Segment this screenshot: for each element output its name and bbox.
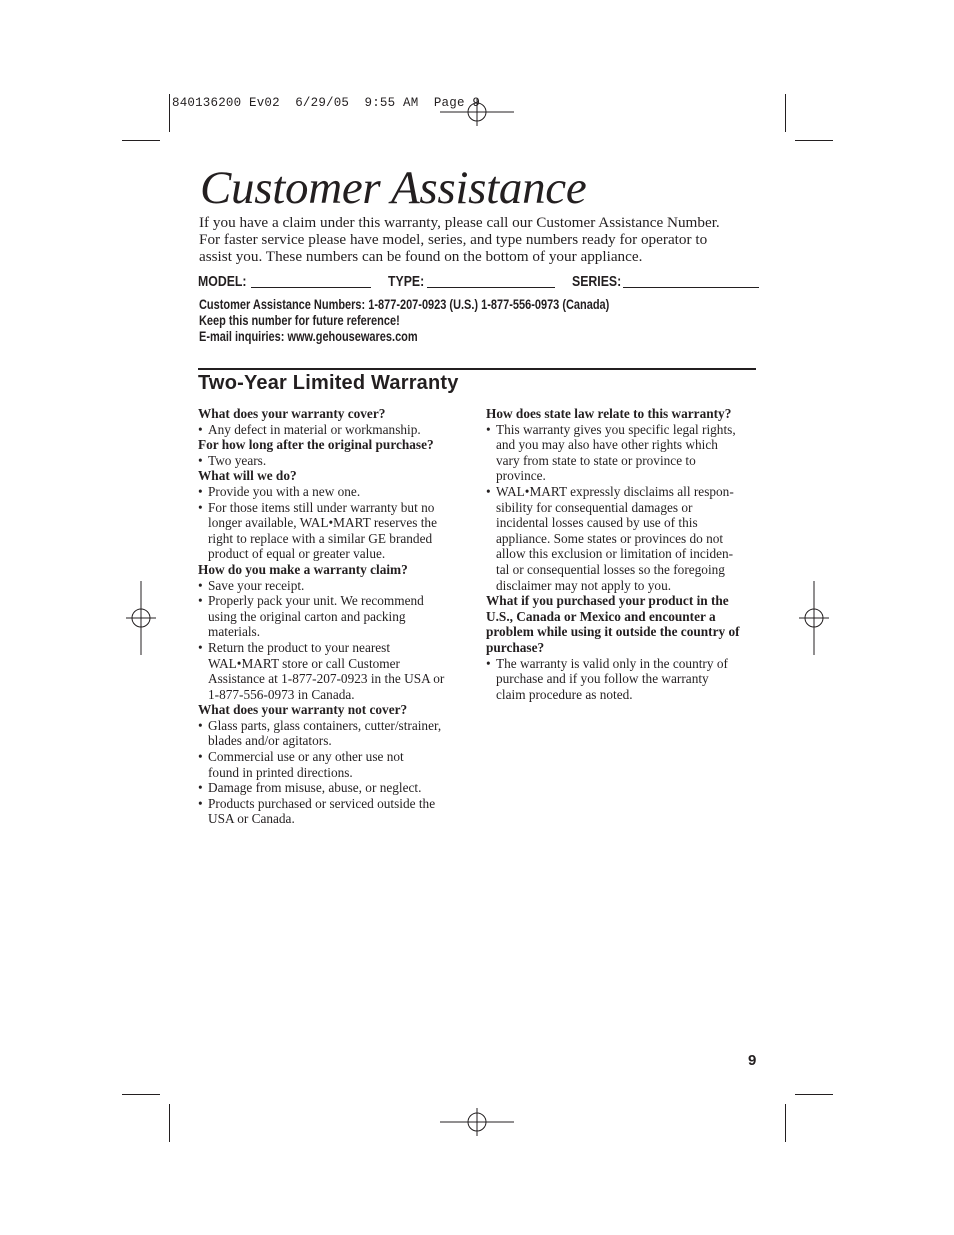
page-title: Customer Assistance [200, 162, 587, 214]
warranty-right-column [486, 406, 758, 702]
text-line: right to replace with a similar GE branded [208, 530, 433, 546]
warranty-bullet-item [198, 640, 470, 702]
text-line: Assistance at 1-877-207-0923 in the USA or [208, 671, 445, 687]
section-heading: Two-Year Limited Warranty [198, 372, 459, 394]
registration-mark-top-icon [440, 75, 514, 149]
text-line: found in printed directions. [208, 764, 353, 780]
text-line: longer available, WAL•MART reserves the [208, 515, 437, 531]
crop-mark [169, 1104, 170, 1142]
text-line: purchase and if you follow the warranty [496, 671, 709, 687]
warranty-bullet-item [198, 749, 470, 780]
text-line: • WAL•MART expressly disclaims all respon- [496, 483, 734, 499]
series-field-line [623, 287, 759, 288]
registration-mark-left-icon [104, 581, 178, 655]
intro-line: If you have a claim under this warranty, please call our Customer Assistance Number. [199, 214, 720, 231]
text-line: • Provide you with a new one. [208, 483, 361, 499]
warranty-bullet-item [198, 484, 470, 500]
text-line: • This warranty gives you specific legal rights, [496, 421, 736, 437]
warranty-bullet-item [198, 422, 470, 438]
text-line: • Products purchased or serviced outside the [208, 795, 436, 811]
intro-paragraph [199, 214, 764, 265]
text-line: disclaimer may not apply to you. [496, 577, 672, 593]
crop-mark [795, 140, 833, 141]
text-line: incidental losses caused by use of this [496, 515, 698, 531]
text-line: purchase? [486, 639, 545, 655]
text-line: sibility for consequential damages or [496, 499, 693, 515]
warranty-question [198, 562, 470, 578]
warranty-bullet-item [198, 718, 470, 749]
text-line: • The warranty is valid only in the country of [496, 655, 728, 671]
warranty-question [198, 468, 470, 484]
text-line: • Commercial use or any other use not [208, 749, 404, 765]
text-line: USA or Canada. [208, 811, 295, 827]
text-line: tal or consequential losses so the foregoing [496, 561, 725, 577]
type-label: TYPE: [388, 273, 425, 290]
text-line: For how long after the original purchase? [198, 437, 434, 453]
warranty-bullet-item [198, 780, 470, 796]
text-line: • Damage from misuse, abuse, or neglect. [208, 780, 422, 796]
text-line: vary from state to state or province to [496, 452, 696, 468]
warranty-bullet-item [198, 500, 470, 562]
crop-mark [122, 140, 160, 141]
text-line: What will we do? [198, 468, 297, 484]
registration-mark-right-icon [777, 581, 851, 655]
text-line: claim procedure as noted. [496, 686, 633, 702]
text-line: • For those items still under warranty but no [208, 499, 435, 515]
warranty-bullet-item [198, 796, 470, 827]
warranty-bullet-item [198, 578, 470, 594]
model-field-line [251, 287, 371, 288]
text-line: appliance. Some states or provinces do not [496, 530, 724, 546]
warranty-question [198, 406, 470, 422]
keep-number-note: Keep this number for future reference! [199, 313, 400, 328]
text-line: What does your warranty not cover? [198, 702, 408, 718]
page-number: 9 [748, 1052, 757, 1069]
printer-slug: 840136200 Ev02 6/29/05 9:55 AM Page 9 [172, 96, 481, 110]
text-line: blades and/or agitators. [208, 733, 332, 749]
text-line: • Any defect in material or workmanship. [208, 421, 421, 437]
text-line: • Save your receipt. [208, 577, 305, 593]
text-line: How do you make a warranty claim? [198, 561, 408, 577]
text-line: WAL•MART store or call Customer [208, 655, 400, 671]
warranty-question [486, 406, 758, 422]
text-line: • Two years. [208, 452, 267, 468]
section-rule [198, 368, 756, 370]
intro-line: For faster service please have model, series, and type numbers ready for operator to [199, 231, 708, 248]
warranty-bullet-item [198, 453, 470, 469]
crop-mark [169, 94, 170, 132]
text-line: What does your warranty cover? [198, 406, 386, 421]
text-line: What if you purchased your product in the [486, 593, 729, 609]
warranty-bullet-item [486, 422, 758, 484]
warranty-question [198, 437, 470, 453]
crop-mark [785, 94, 786, 132]
warranty-question [486, 593, 758, 655]
text-line: materials. [208, 624, 261, 640]
text-line: product of equal or greater value. [208, 546, 386, 562]
warranty-bullet-item [198, 593, 470, 640]
text-line: • Properly pack your unit. We recommend [208, 593, 424, 609]
text-line: using the original carton and packing [208, 608, 406, 624]
intro-line: assist you. These numbers can be found on the bottom of your appliance. [199, 248, 643, 265]
text-line: province. [496, 468, 546, 484]
text-line: • Glass parts, glass containers, cutter/strainer, [208, 717, 442, 733]
type-field-line [427, 287, 555, 288]
text-line: How does state law relate to this warranty? [486, 406, 732, 421]
warranty-left-column [198, 406, 470, 827]
text-line: • Return the product to your nearest [208, 639, 391, 655]
text-line: problem while using it outside the country of [486, 624, 740, 640]
warranty-bullet-item [486, 484, 758, 593]
warranty-bullet-item [486, 656, 758, 703]
text-line: and you may also have other rights which [496, 437, 718, 453]
series-label: SERIES: [572, 273, 622, 290]
crop-mark [795, 1094, 833, 1095]
assistance-numbers: Customer Assistance Numbers: 1-877-207-0923 (U.S.) 1-877-556-0973 (Canada) [199, 297, 610, 312]
registration-mark-bottom-icon [440, 1085, 514, 1159]
text-line: allow this exclusion or limitation of inciden- [496, 546, 734, 562]
email-inquiries: E-mail inquiries: www.gehousewares.com [199, 329, 418, 344]
warranty-question [198, 702, 470, 718]
text-line: 1-877-556-0973 in Canada. [208, 686, 355, 702]
crop-mark [122, 1094, 160, 1095]
crop-mark [785, 1104, 786, 1142]
model-label: MODEL: [198, 273, 247, 290]
text-line: U.S., Canada or Mexico and encounter a [486, 608, 716, 624]
